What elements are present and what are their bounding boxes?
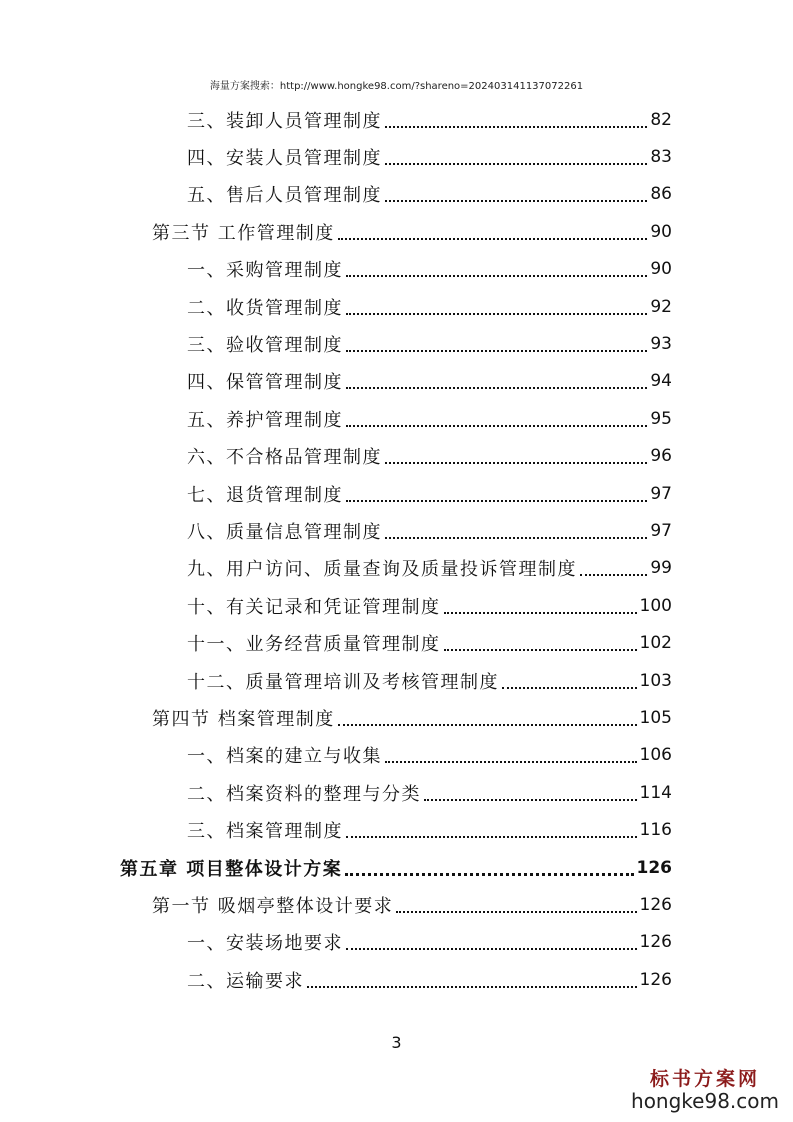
toc-leader-dots [345, 873, 633, 876]
toc-item-entry[interactable] [187, 325, 672, 362]
toc-item-entry[interactable] [187, 625, 672, 662]
toc-entry-page: 126 [636, 857, 672, 878]
toc-leader-dots [346, 350, 647, 352]
toc-item-entry[interactable] [187, 101, 672, 138]
toc-leader-dots [502, 687, 637, 689]
toc-entry-label: 七、退货管理制度 [187, 484, 343, 506]
toc-leader-dots [385, 761, 637, 763]
toc-leader-dots [346, 387, 647, 389]
toc-leader-dots [385, 462, 647, 464]
toc-entry-label: 五、售后人员管理制度 [187, 185, 382, 207]
toc-item-entry[interactable] [187, 138, 672, 175]
toc-entry-page: 100 [639, 595, 672, 616]
toc-entry-page: 93 [650, 333, 672, 354]
toc-entry-page: 126 [639, 969, 672, 990]
toc-entry-label: 六、不合格品管理制度 [187, 447, 382, 469]
toc-entry-label: 四、安装人员管理制度 [187, 147, 382, 169]
toc-entry-page: 83 [650, 146, 672, 167]
toc-entry-page: 97 [650, 483, 672, 504]
toc-entry-page: 126 [639, 932, 672, 953]
toc-item-entry[interactable] [187, 251, 672, 288]
toc-item-entry[interactable] [187, 512, 672, 549]
toc-leader-dots [580, 574, 647, 576]
toc-item-entry[interactable] [187, 363, 672, 400]
watermark-title: 标书方案网 [650, 1068, 761, 1090]
toc-leader-dots [424, 799, 637, 801]
toc-entry-label: 第三节 工作管理制度 [152, 222, 335, 244]
toc-leader-dots [385, 126, 647, 128]
toc-entry-label: 第五章 项目整体设计方案 [120, 858, 343, 880]
toc-item-entry[interactable] [187, 774, 672, 811]
toc-leader-dots [346, 275, 647, 277]
toc-entry-page: 97 [650, 520, 672, 541]
toc-item-entry[interactable] [187, 812, 672, 849]
toc-entry-page: 95 [650, 408, 672, 429]
toc-entry-label: 一、档案的建立与收集 [187, 746, 382, 768]
toc-entry-page: 114 [639, 782, 672, 803]
toc-entry-label: 三、装卸人员管理制度 [187, 110, 382, 132]
toc-entry-page: 126 [639, 894, 672, 915]
toc-leader-dots [346, 948, 637, 950]
toc-entry-label: 三、验收管理制度 [187, 334, 343, 356]
toc-item-entry[interactable] [187, 924, 672, 961]
toc-entry-label: 十一、业务经营质量管理制度 [187, 634, 441, 656]
toc-chapter-entry[interactable] [120, 849, 672, 886]
toc-item-entry[interactable] [187, 288, 672, 325]
toc-entry-label: 一、安装场地要求 [187, 933, 343, 955]
toc-entry-page: 90 [650, 259, 672, 280]
toc-section-entry[interactable] [152, 886, 672, 923]
toc-entry-label: 十、有关记录和凭证管理制度 [187, 596, 441, 618]
toc-section-entry[interactable] [152, 699, 672, 736]
toc-leader-dots [444, 649, 637, 651]
toc-entry-page: 116 [639, 820, 672, 841]
toc-leader-dots [385, 537, 647, 539]
toc-leader-dots [346, 836, 637, 838]
toc-leader-dots [346, 500, 647, 502]
toc-entry-label: 二、收货管理制度 [187, 297, 343, 319]
toc-leader-dots [385, 200, 647, 202]
toc-item-entry[interactable] [187, 737, 672, 774]
toc-entry-page: 106 [639, 745, 672, 766]
page-number: 3 [391, 1033, 402, 1052]
toc-item-entry[interactable] [187, 961, 672, 998]
toc-entry-label: 八、质量信息管理制度 [187, 521, 382, 543]
toc-entry-label: 四、保管管理制度 [187, 372, 343, 394]
toc-entry-label: 第四节 档案管理制度 [152, 708, 335, 730]
toc-entry-page: 105 [639, 707, 672, 728]
toc-entry-page: 82 [650, 109, 672, 130]
table-of-contents [0, 101, 793, 1001]
toc-entry-page: 99 [650, 558, 672, 579]
toc-section-entry[interactable] [152, 213, 672, 250]
toc-entry-page: 103 [639, 670, 672, 691]
toc-leader-dots [444, 612, 637, 614]
toc-entry-page: 92 [650, 296, 672, 317]
toc-entry-label: 十二、质量管理培训及考核管理制度 [187, 671, 499, 693]
toc-leader-dots [346, 425, 647, 427]
toc-entry-label: 九、用户访问、质量查询及质量投诉管理制度 [187, 559, 577, 581]
toc-leader-dots [338, 724, 637, 726]
toc-item-entry[interactable] [187, 587, 672, 624]
toc-entry-label: 第一节 吸烟亭整体设计要求 [152, 895, 394, 917]
toc-item-entry[interactable] [187, 400, 672, 437]
page-header-url: 海量方案搜索：http://www.hongke98.com/?shareno=20240314113707226​1 [209, 81, 584, 92]
toc-entry-page: 86 [650, 184, 672, 205]
toc-item-entry[interactable] [187, 438, 672, 475]
toc-entry-label: 二、档案资料的整理与分类 [187, 783, 421, 805]
toc-leader-dots [307, 986, 637, 988]
toc-entry-page: 96 [650, 446, 672, 467]
toc-leader-dots [346, 313, 647, 315]
toc-leader-dots [385, 163, 647, 165]
toc-entry-label: 三、档案管理制度 [187, 821, 343, 843]
toc-item-entry[interactable] [187, 475, 672, 512]
toc-entry-page: 94 [650, 371, 672, 392]
toc-entry-label: 一、采购管理制度 [187, 260, 343, 282]
toc-item-entry[interactable] [187, 176, 672, 213]
watermark-logo [631, 1064, 779, 1113]
toc-entry-page: 90 [650, 221, 672, 242]
watermark-domain: hongke98.com [631, 1089, 779, 1113]
toc-entry-label: 五、养护管理制度 [187, 409, 343, 431]
toc-entry-label: 二、运输要求 [187, 970, 304, 992]
toc-item-entry[interactable] [187, 662, 672, 699]
toc-item-entry[interactable] [187, 550, 672, 587]
toc-leader-dots [338, 238, 648, 240]
toc-entry-page: 102 [639, 633, 672, 654]
toc-leader-dots [396, 911, 636, 913]
